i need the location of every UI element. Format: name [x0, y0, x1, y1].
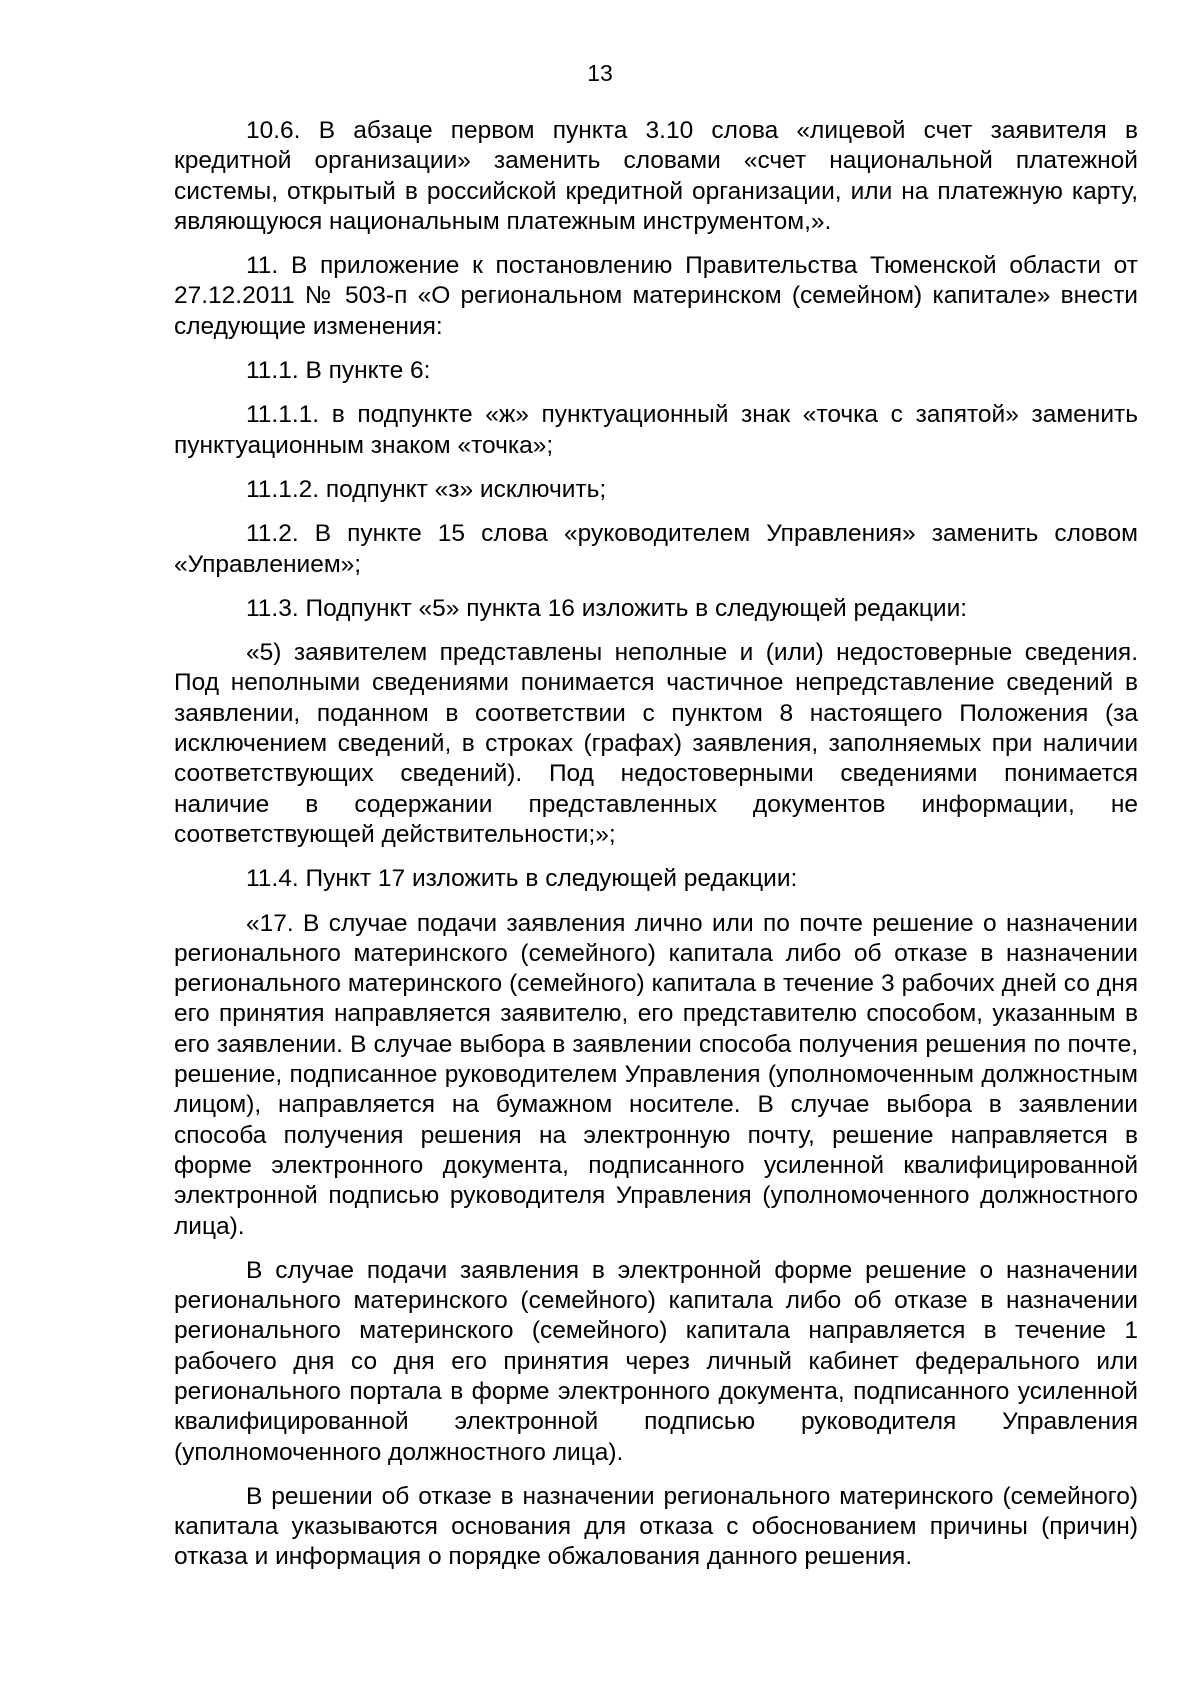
paragraph-11-1-2: 11.1.2. подпункт «з» исключить;: [246, 475, 607, 503]
paragraph-point-17-text: «17. В случае подачи заявления лично или по почте решение о назначении регионального материнского (семейного) капитала либо об отказе в назначении регионального материнского (семейного) капитала в течение 3 рабочих дней со дня его принятия направляется заявителю, его представителю способом, указанным в его заявлении. В случае выбора в заявлении способа получения решения по почте, решение, подписанное руководителем Управления (уполномоченным должностным лицом), направляется на бумажном носителе. В случае выбора в заявлении способа получения решения на электронную почту, решение направляется в форме электронного документа, подписанного усиленной квалифицированной электронной подписью руководителя Управления (уполномоченного должностного лица).: [174, 909, 1138, 1240]
paragraph-electronic-form: В случае подачи заявления в электронной форме решение о назначении регионального материнского (семейного) капитала либо об отказе в назначении регионального материнского (семейного) капитала направляется в течение 1 рабочего дня со дня его принятия через личный кабинет федерального или регионального портала в форме электронного документа, подписанного усиленной квалифицированной электронной подписью руководителя Управления (уполномоченного должностного лица).: [174, 1256, 1138, 1466]
document-body: [174, 116, 1138, 1587]
paragraph-subpoint-5-text: «5) заявителем представлены неполные и (или) недостоверные сведения. Под неполными сведениями понимается частичное непредставление сведений в заявлении, поданном в соответствии с пунктом 8 настоящего Положения (за исключением сведений, в строках (графах) заявления, заполняемых при наличии соответствующих сведений). Под недостоверными сведениями понимается наличие в содержании представленных документов информации, не соответствующей действительности;»;: [174, 639, 1138, 848]
paragraph-11: 11. В приложение к постановлению Правительства Тюменской области от 27.12.2011 № 503-п «О региональном материнском (семейном) капитале» внести следующие изменения:: [174, 252, 1138, 340]
paragraph-11-3: 11.3. Подпункт «5» пункта 16 изложить в следующей редакции:: [246, 594, 968, 622]
paragraph-11-1: 11.1. В пункте 6:: [246, 357, 431, 385]
page-number: 13: [587, 60, 613, 86]
paragraph-11-4: 11.4. Пункт 17 изложить в следующей редакции:: [246, 865, 798, 893]
paragraph-10-6: 10.6. В абзаце первом пункта 3.10 слова «лицевой счет заявителя в кредитной организации» заменить словами «счет национальной платежной системы, открытый в российской кредитной организации, или на платежную карту, являющуюся национальным платежным инструментом,».: [174, 117, 1138, 235]
paragraph-refusal-grounds: В решении об отказе в назначении регионального материнского (семейного) капитала указываются основания для отказа с обоснованием причины (причин) отказа и информация о порядке обжалования данного решения.: [174, 1482, 1138, 1571]
paragraph-11-1-1: 11.1.1. в подпункте «ж» пунктуационный знак «точка с запятой» заменить пунктуационным знаком «точка»;: [174, 401, 1138, 459]
paragraph-11-2: 11.2. В пункте 15 слова «руководителем Управления» заменить словом «Управлением»;: [174, 520, 1138, 578]
